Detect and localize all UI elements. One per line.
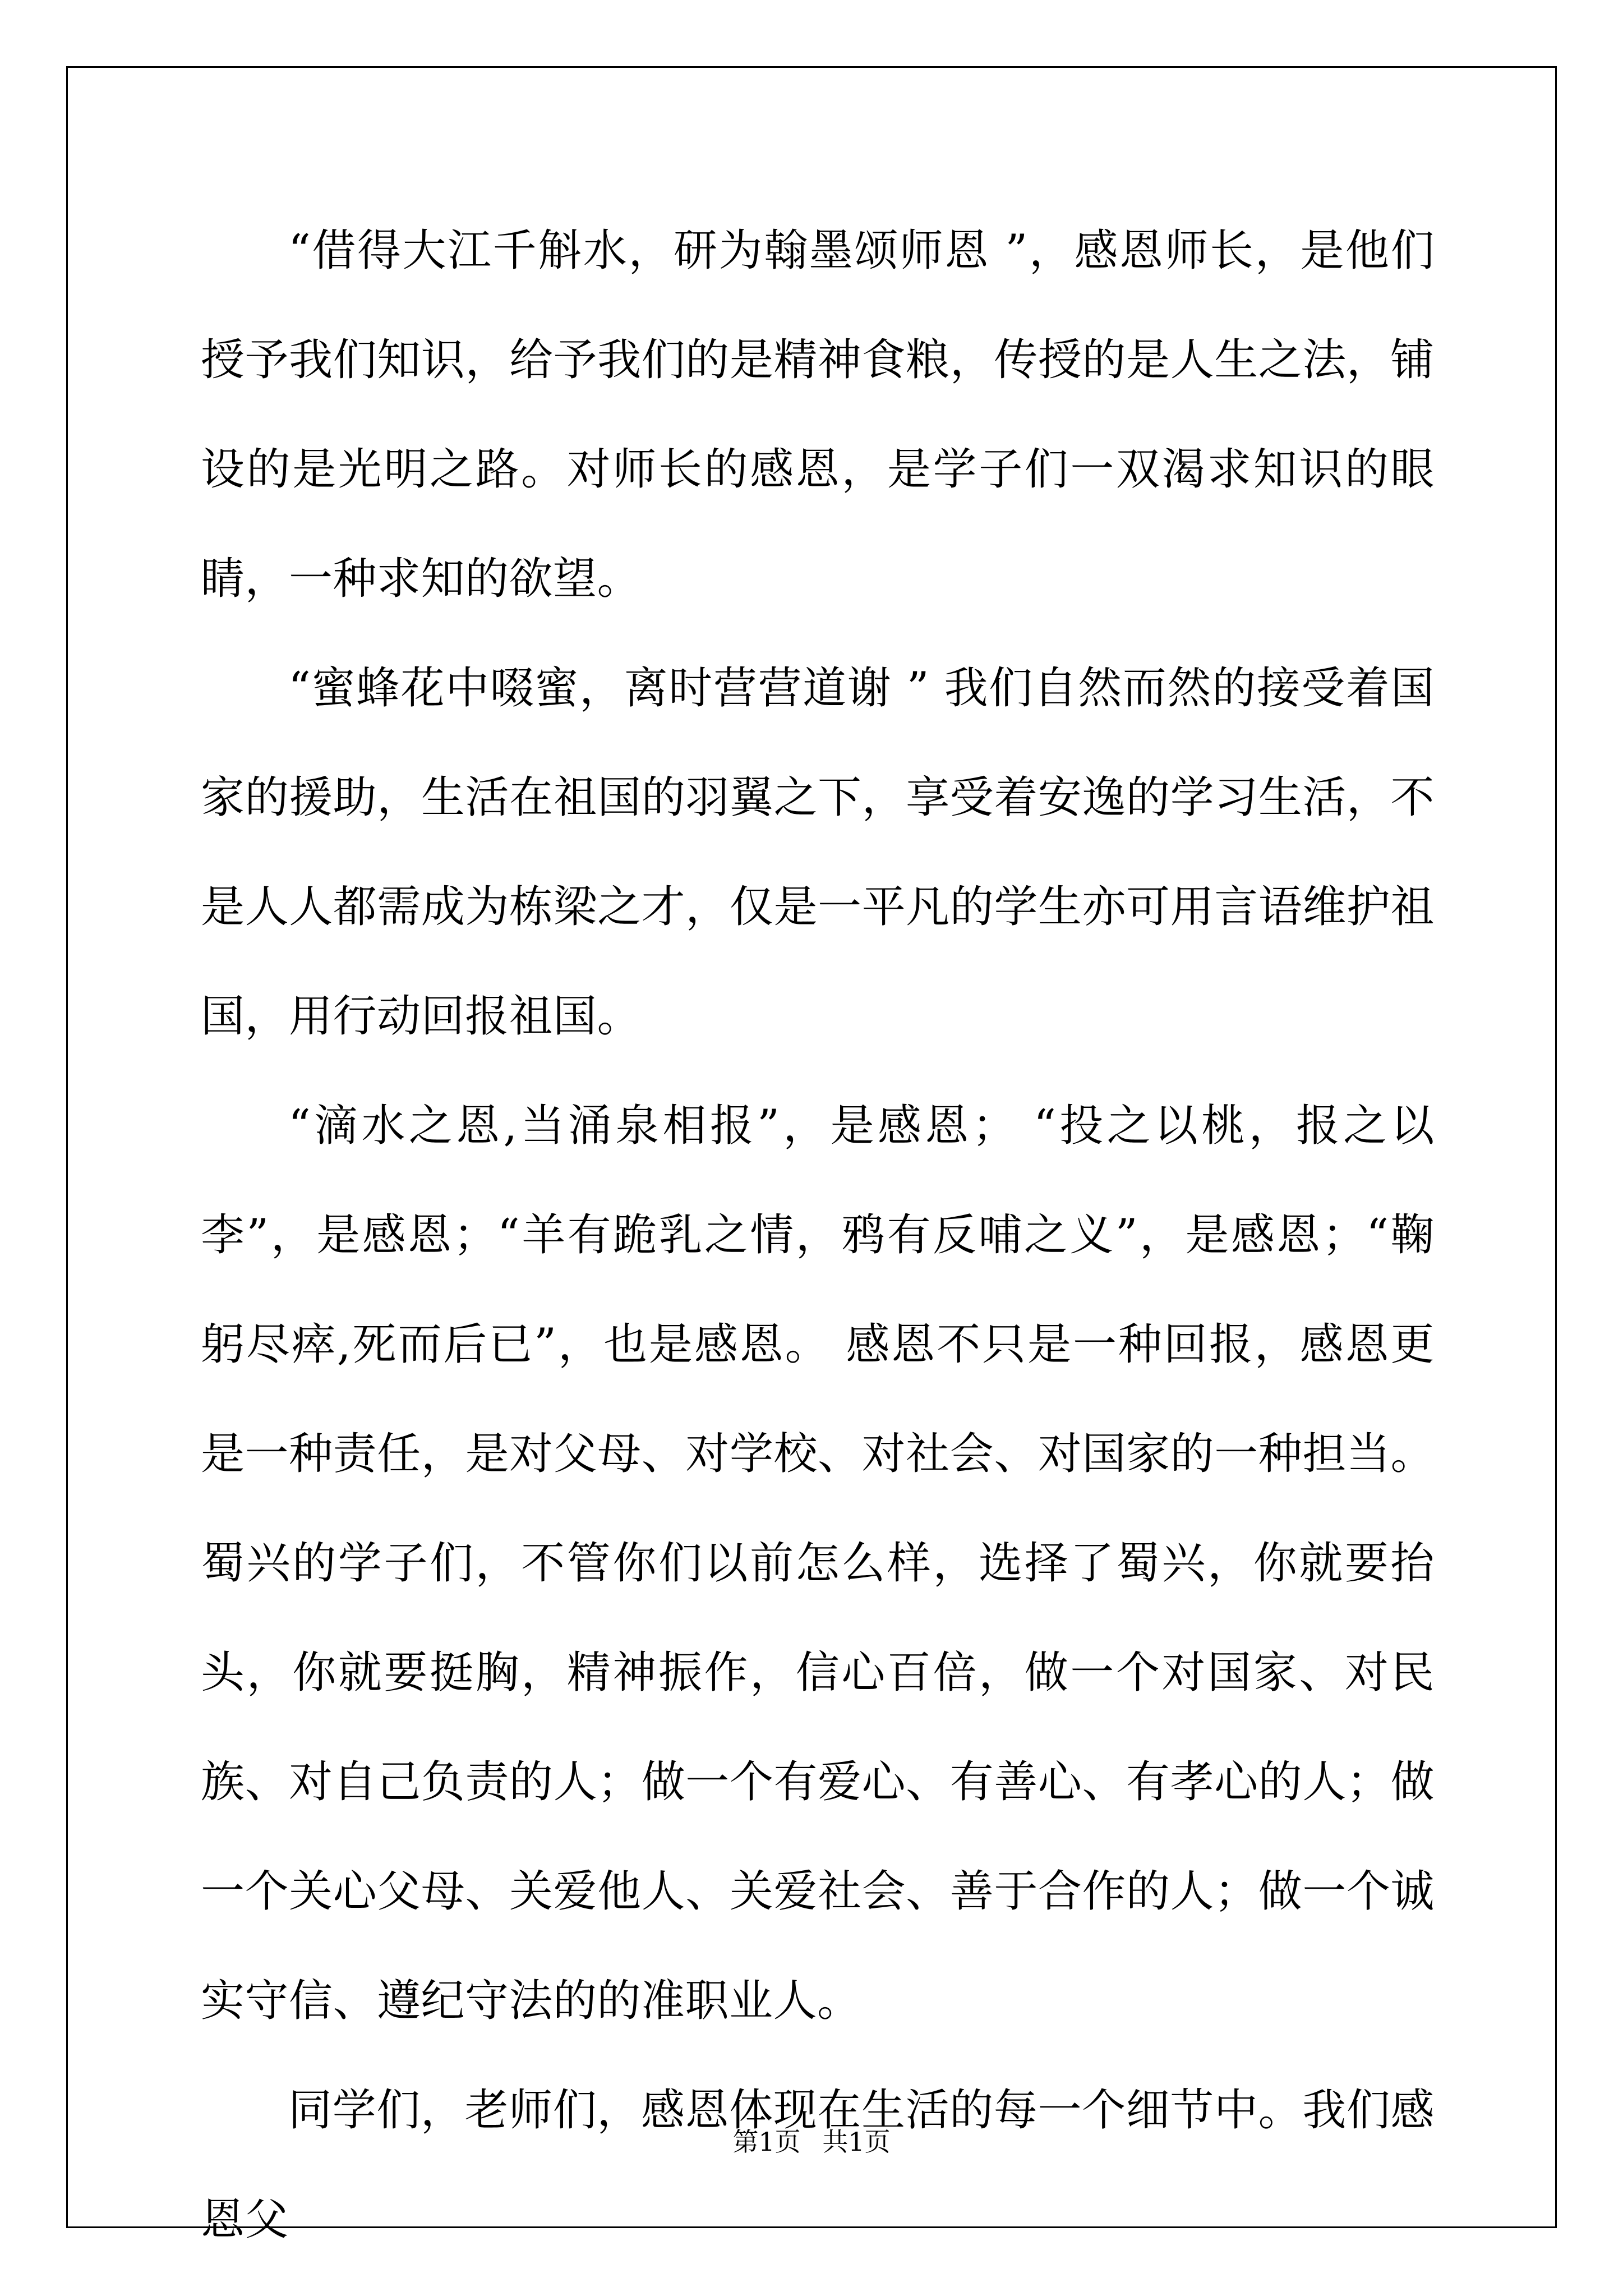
paragraph-1: “借得大江千斛水，研为翰墨颂师恩 ”，感恩师长，是他们授予我们知识，给予我们的是精神食粮，传授的是人生之法，铺设的是光明之路。对师长的感恩，是学子们一双渴求知识的眼睛，一种求知的欲望。 <box>201 226 1435 604</box>
page-number-total: 共1页 <box>822 2127 891 2157</box>
page-footer <box>0 2122 1623 2159</box>
page-number-current: 第1页 <box>732 2127 801 2157</box>
paragraph-2: “蜜蜂花中啜蜜，离时营营道谢 ” 我们自然而然的接受着国家的援助，生活在祖国的羽翼之下，享受着安逸的学习生活，不是人人都需成为栋梁之才，仅是一平凡的学生亦可用言语维护祖国，用行动回报祖国。 <box>201 663 1435 1042</box>
document-body <box>201 196 1435 2275</box>
paragraph-3: “滴水之恩,当涌泉相报”，是感恩； “投之以桃，报之以李”，是感恩；“羊有跪乳之情，鸦有反哺之义”，是感恩；“鞠躬尽瘁,死而后已”，也是感恩。 感恩不只是一种回报，感恩更是一种责任，是对父母、对学校、对社会、对国家的一种担当。蜀兴的学子们，不管你们以前怎么样，选择了蜀兴，你就要抬头，你就要挺胸，精神振作，信心百倍，做一个对国家、对民族、对自己负责的人；做一个有爱心、有善心、有孝心的人；做一个关心父母、关爱他人、关爱社会、善于合作的人；做一个诚实守信、遵纪守法的的准职业人。 <box>201 1101 1435 2026</box>
paragraph-4: 同学们，老师们，感恩体现在生活的每一个细节中。我们感恩父 <box>201 2085 1435 2245</box>
